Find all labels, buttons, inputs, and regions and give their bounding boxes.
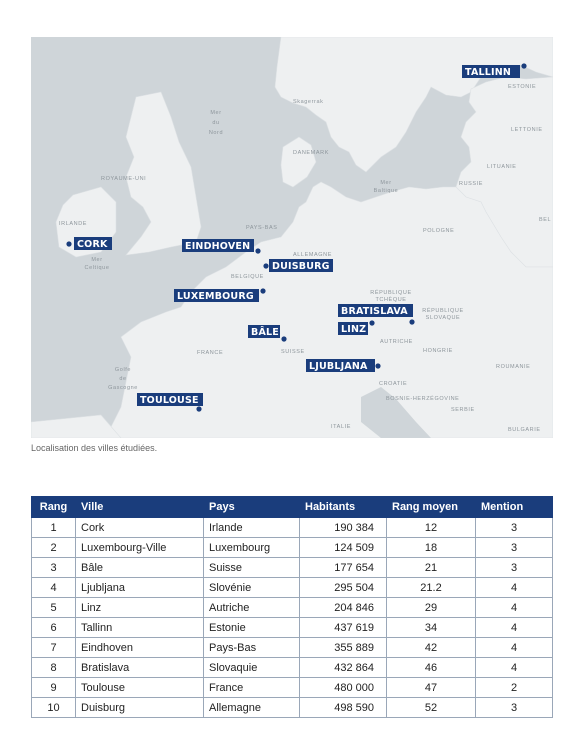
svg-text:BRATISLAVA: BRATISLAVA (341, 306, 408, 317)
cell-ville: Ljubljana (76, 578, 204, 598)
cell-mention: 4 (476, 638, 553, 658)
table-row (32, 598, 553, 618)
city-dot (260, 288, 265, 293)
city-dot (255, 248, 260, 253)
cell-habitants: 190 384 (300, 518, 387, 538)
svg-text:CORK: CORK (77, 239, 108, 250)
cell-ville: Toulouse (76, 678, 204, 698)
cell-ville: Bâle (76, 558, 204, 578)
cell-ville: Luxembourg-Ville (76, 538, 204, 558)
cell-habitants: 204 846 (300, 598, 387, 618)
svg-text:RÉPUBLIQUE: RÉPUBLIQUE (370, 290, 412, 296)
cell-mention: 2 (476, 678, 553, 698)
svg-text:de: de (119, 376, 127, 382)
cell-rang-moyen: 18 (387, 538, 476, 558)
cell-pays: Estonie (204, 618, 300, 638)
cell-rang: 4 (32, 578, 76, 598)
geo-label-roumanie: ROUMANIE (496, 364, 531, 370)
cell-rang-moyen: 34 (387, 618, 476, 638)
cell-rang-moyen: 21.2 (387, 578, 476, 598)
table-row (32, 518, 553, 538)
cell-rang-moyen: 42 (387, 638, 476, 658)
svg-text:BÂLE: BÂLE (251, 327, 279, 338)
header-mention: Mention (476, 497, 553, 518)
cell-ville: Linz (76, 598, 204, 618)
svg-text:Mer: Mer (91, 257, 103, 263)
table-header (32, 497, 553, 518)
cell-mention: 3 (476, 698, 553, 718)
svg-text:Mer: Mer (380, 180, 392, 186)
cell-rang-moyen: 52 (387, 698, 476, 718)
cell-ville: Cork (76, 518, 204, 538)
cell-habitants: 124 509 (300, 538, 387, 558)
table-row (32, 658, 553, 678)
europe-map (31, 37, 553, 438)
city-tallinn (462, 63, 527, 78)
svg-text:Golfe: Golfe (114, 367, 132, 373)
cell-pays: Allemagne (204, 698, 300, 718)
cell-rang: 1 (32, 518, 76, 538)
cell-rang-moyen: 46 (387, 658, 476, 678)
header-rang: Rang (32, 497, 76, 518)
table-row (32, 638, 553, 658)
geo-label-croatie: CROATIE (379, 381, 408, 387)
cell-rang: 8 (32, 658, 76, 678)
svg-text:LJUBLJANA: LJUBLJANA (309, 361, 368, 372)
svg-text:TCHÈQUE: TCHÈQUE (375, 297, 407, 303)
geo-label-france: FRANCE (197, 350, 224, 356)
city-ljubljana (306, 359, 381, 372)
cell-pays: Pays-Bas (204, 638, 300, 658)
svg-text:SLOVAQUE: SLOVAQUE (425, 315, 461, 321)
cell-ville: Eindhoven (76, 638, 204, 658)
geo-label-bosnie: BOSNIE-HERZÉGOVINE (386, 396, 460, 402)
svg-text:TOULOUSE: TOULOUSE (140, 395, 199, 406)
city-eindhoven (182, 239, 261, 254)
cell-rang: 9 (32, 678, 76, 698)
geo-label-serbie: SERBIE (451, 407, 475, 413)
table-body (32, 518, 553, 718)
svg-text:Mer: Mer (210, 110, 222, 116)
cities-table (31, 496, 553, 718)
table-row (32, 678, 553, 698)
city-dot (263, 263, 268, 268)
cell-mention: 3 (476, 538, 553, 558)
map-svg (31, 37, 553, 438)
table-row (32, 578, 553, 598)
geo-label-bel: BEL (539, 217, 552, 223)
city-dot (66, 241, 71, 246)
cell-rang: 6 (32, 618, 76, 638)
cell-rang: 7 (32, 638, 76, 658)
city-luxembourg (174, 288, 266, 302)
city-duisburg (263, 259, 333, 272)
svg-text:LUXEMBOURG: LUXEMBOURG (177, 291, 254, 302)
city-dot (196, 406, 201, 411)
cell-mention: 4 (476, 578, 553, 598)
geo-label-lituanie: LITUANIE (487, 164, 517, 170)
cell-pays: Irlande (204, 518, 300, 538)
geo-label-suisse: SUISSE (281, 349, 305, 355)
cell-rang: 3 (32, 558, 76, 578)
cell-habitants: 437 619 (300, 618, 387, 638)
cell-habitants: 295 504 (300, 578, 387, 598)
svg-text:LINZ: LINZ (341, 324, 367, 335)
geo-label-irlande: IRLANDE (59, 221, 88, 227)
svg-text:du: du (212, 120, 220, 126)
geo-label-danemark: DANEMARK (293, 150, 329, 156)
city-dot (281, 336, 286, 341)
geo-label-italie: ITALIE (331, 424, 352, 430)
svg-text:Gascogne: Gascogne (108, 385, 138, 391)
geo-label-pologne: POLOGNE (423, 228, 455, 234)
map-caption: Localisation des villes étudiées. (31, 443, 158, 453)
table-row (32, 698, 553, 718)
cell-rang: 2 (32, 538, 76, 558)
geo-label-estonie: ESTONIE (508, 84, 537, 90)
header-habitants: Habitants (300, 497, 387, 518)
cell-rang: 10 (32, 698, 76, 718)
cell-pays: Suisse (204, 558, 300, 578)
cell-mention: 4 (476, 658, 553, 678)
geo-label-bulgarie: BULGARIE (508, 427, 541, 433)
geo-label-hongrie: HONGRIE (423, 348, 453, 354)
geo-label-royaume-uni: ROYAUME-UNI (101, 176, 147, 182)
cell-ville: Duisburg (76, 698, 204, 718)
geo-label-skagerrak: Skagerrak (293, 99, 324, 105)
geo-label-autriche: AUTRICHE (380, 339, 413, 345)
cell-mention: 4 (476, 618, 553, 638)
header-pays: Pays (204, 497, 300, 518)
geo-label-pays-bas: PAYS-BAS (246, 225, 278, 231)
table-row (32, 558, 553, 578)
svg-text:Celtique: Celtique (84, 265, 110, 271)
geo-label-lettonie: LETTONIE (511, 127, 543, 133)
cell-habitants: 177 654 (300, 558, 387, 578)
cell-habitants: 432 864 (300, 658, 387, 678)
header-ville: Ville (76, 497, 204, 518)
table-row (32, 618, 553, 638)
svg-text:TALLINN: TALLINN (465, 67, 512, 78)
header-rang-moyen: Rang moyen (387, 497, 476, 518)
table-row (32, 538, 553, 558)
cell-pays: Autriche (204, 598, 300, 618)
cell-rang-moyen: 21 (387, 558, 476, 578)
city-dot (521, 63, 526, 68)
cell-pays: Luxembourg (204, 538, 300, 558)
svg-text:Nord: Nord (208, 130, 224, 136)
cell-mention: 4 (476, 598, 553, 618)
cell-habitants: 498 590 (300, 698, 387, 718)
cell-rang: 5 (32, 598, 76, 618)
cell-pays: Slovaquie (204, 658, 300, 678)
cell-pays: France (204, 678, 300, 698)
cell-ville: Bratislava (76, 658, 204, 678)
cell-rang-moyen: 12 (387, 518, 476, 538)
geo-label-russie: RUSSIE (459, 181, 484, 187)
city-dot (375, 363, 380, 368)
svg-text:Baltique: Baltique (373, 188, 399, 194)
cell-pays: Slovénie (204, 578, 300, 598)
svg-text:DUISBURG: DUISBURG (272, 261, 330, 272)
cell-ville: Tallinn (76, 618, 204, 638)
city-dot (409, 319, 414, 324)
geo-label-belgique: BELGIQUE (231, 274, 264, 280)
svg-text:EINDHOVEN: EINDHOVEN (185, 241, 251, 252)
cell-rang-moyen: 29 (387, 598, 476, 618)
cell-mention: 3 (476, 518, 553, 538)
cell-rang-moyen: 47 (387, 678, 476, 698)
cell-habitants: 480 000 (300, 678, 387, 698)
cell-mention: 3 (476, 558, 553, 578)
geo-label-allemagne: ALLEMAGNE (293, 252, 333, 258)
cell-habitants: 355 889 (300, 638, 387, 658)
city-dot (369, 320, 374, 325)
svg-text:RÉPUBLIQUE: RÉPUBLIQUE (422, 308, 464, 314)
